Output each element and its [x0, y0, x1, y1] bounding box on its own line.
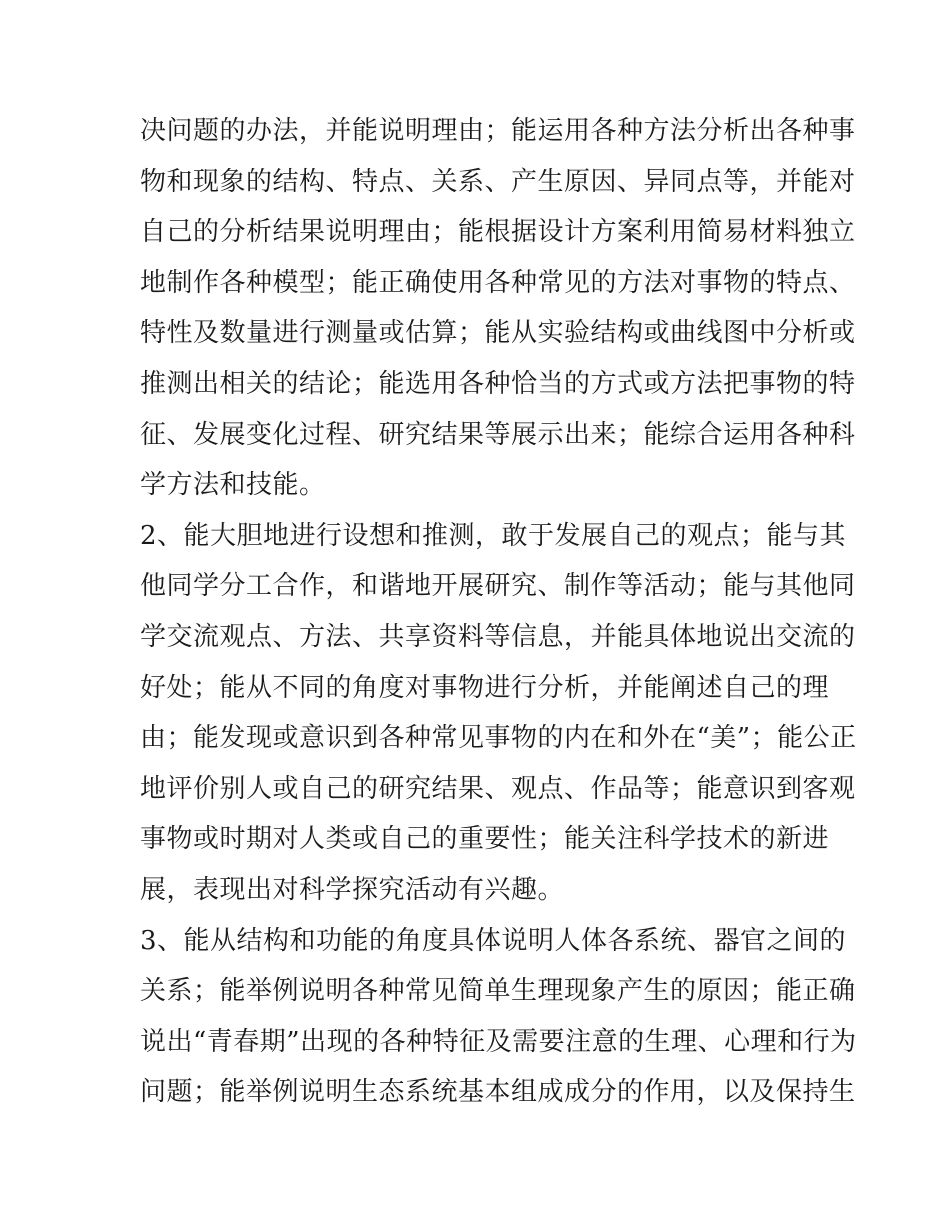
text-line: 由；能发现或意识到各种常见事物的内在和外在“美”；能公正 [140, 723, 857, 754]
text-line: 物和现象的结构、特点、关系、产生原因、异同点等，并能对 [140, 166, 856, 197]
text-line: 特性及数量进行测量或估算；能从实验结构或曲线图中分析或 [140, 318, 856, 349]
text-line: 学方法和技能。 [140, 470, 326, 501]
text-line: 说出“青春期”出现的各种特征及需要注意的生理、心理和行为 [140, 1026, 857, 1057]
text-line: 决问题的办法，并能说明理由；能运用各种方法分析出各种事 [140, 116, 856, 146]
text-line: 展，表现出对科学探究活动有兴趣。 [140, 874, 565, 905]
body-text [140, 106, 857, 1118]
text-line: 2、能大胆地进行设想和推测，敢于发展自己的观点；能与其 [140, 520, 847, 551]
text-line: 3、能从结构和功能的角度具体说明人体各系统、器官之间的 [140, 925, 847, 956]
text-line: 学交流观点、方法、共享资料等信息，并能具体地说出交流的 [140, 621, 856, 652]
text-line: 地评价别人或自己的研究结果、观点、作品等；能意识到客观 [140, 773, 856, 804]
text-line: 事物或时期对人类或自己的重要性；能关注科学技术的新进 [140, 824, 830, 855]
text-line: 自己的分析结果说明理由；能根据设计方案利用简易材料独立 [140, 217, 856, 248]
text-line: 推测出相关的结论；能选用各种恰当的方式或方法把事物的特 [140, 368, 856, 399]
text-line: 地制作各种模型；能正确使用各种常见的方法对事物的特点、 [140, 267, 856, 298]
text-line: 关系；能举例说明各种常见简单生理现象产生的原因；能正确 [140, 976, 856, 1007]
text-line: 问题；能举例说明生态系统基本组成成分的作用，以及保持生 [140, 1077, 856, 1108]
text-line: 征、发展变化过程、研究结果等展示出来；能综合运用各种科 [140, 419, 856, 450]
text-line: 好处；能从不同的角度对事物进行分析，并能阐述自己的理 [140, 672, 830, 703]
text-line: 他同学分工合作，和谐地开展研究、制作等活动；能与其他同 [140, 571, 856, 602]
